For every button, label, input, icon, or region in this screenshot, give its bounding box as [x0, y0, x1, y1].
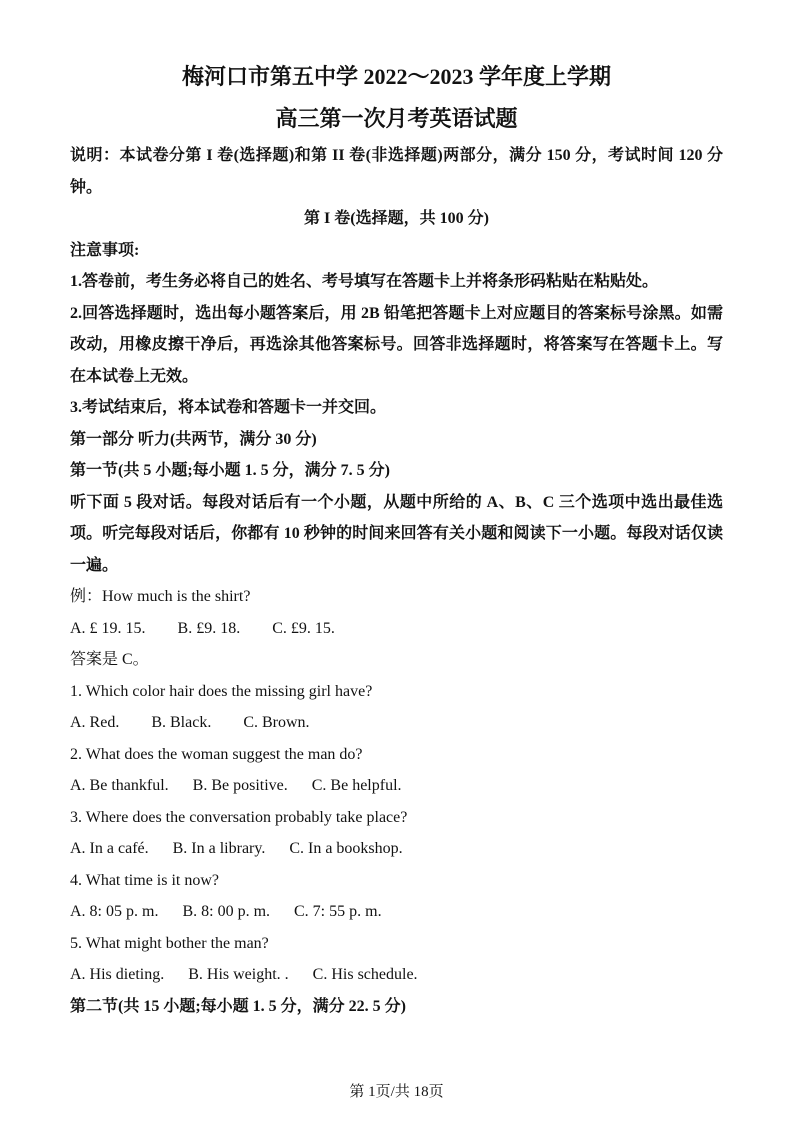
example-answer: 答案是 C。: [70, 651, 149, 668]
notice-item-3: 3.考试结束后，将本试卷和答题卡一并交回。: [70, 399, 387, 416]
question-2-options: A. Be thankful. B. Be positive. C. Be helpful.: [70, 777, 402, 794]
question-1-text: 1. Which color hair does the missing girl have?: [70, 682, 373, 700]
listening-instructions-line-3: 一遍。: [70, 556, 119, 574]
notice-item-2-line-2: 改动，用橡皮擦干净后，再选涂其他答案标号。回答非选择题时，将答案写在答题卡上。写: [70, 336, 723, 353]
question-5-options: A. His dieting. B. His weight. . C. His schedule.: [70, 966, 418, 983]
question-1-options: A. Red. B. Black. C. Brown.: [70, 714, 310, 731]
listening-section1-header: 第一节(共 5 小题;每小题 1. 5 分，满分 7. 5 分): [70, 462, 390, 479]
question-5-text: 5. What might bother the man?: [70, 934, 269, 952]
intro-line-2: 钟。: [70, 178, 103, 196]
example-options: A. £ 19. 15. B. £9. 18. C. £9. 15.: [70, 619, 335, 637]
paper1-header: 第 I 卷(选择题，共 100 分): [304, 210, 489, 227]
notice-title: 注意事项:: [70, 241, 140, 259]
notice-item-1: 1.答卷前，考生务必将自己的姓名、考号填写在答题卡上并将条形码粘贴在粘贴处。: [70, 273, 659, 290]
example-prompt: 例：How much is the shirt?: [70, 588, 251, 605]
question-3-options: A. In a café. B. In a library. C. In a bookshop.: [70, 840, 403, 857]
listening-instructions-line-2: 项。听完每段对话后，你都有 10 秒钟的时间来回答有关小题和阅读下一小题。每段对话仅读: [70, 525, 723, 542]
question-4-text: 4. What time is it now?: [70, 871, 220, 889]
intro-line-1: 说明：本试卷分第 I 卷(选择题)和第 II 卷(非选择题)两部分，满分 150 分，考试时间 120 分: [70, 147, 723, 164]
question-3-text: 3. Where does the conversation probably take place?: [70, 808, 408, 826]
listening-section2-header: 第二节(共 15 小题;每小题 1. 5 分，满分 22. 5 分): [70, 997, 406, 1015]
question-2-text: 2. What does the woman suggest the man do?: [70, 745, 363, 763]
footer-page-indicator: 第 1页/共 18页: [349, 1084, 444, 1100]
exam-subtitle: 高三第一次月考英语试题: [275, 106, 518, 131]
listening-part-header: 第一部分 听力(共两节，满分 30 分): [70, 430, 317, 448]
listening-instructions-line-1: 听下面 5 段对话。每段对话后有一个小题，从题中所给的 A、B、C 三个选项中选出最佳选: [70, 493, 723, 511]
notice-item-2-line-1: 2.回答选择题时，选出每小题答案后，用 2B 铅笔把答题卡上对应题目的答案标号涂黑。如需: [70, 304, 723, 322]
exam-title: 梅河口市第五中学 2022～2023 学年度上学期: [181, 64, 611, 89]
question-4-options: A. 8: 05 p. m. B. 8: 00 p. m. C. 7: 55 p. m.: [70, 903, 382, 920]
notice-item-2-line-3: 在本试卷上无效。: [70, 367, 199, 385]
